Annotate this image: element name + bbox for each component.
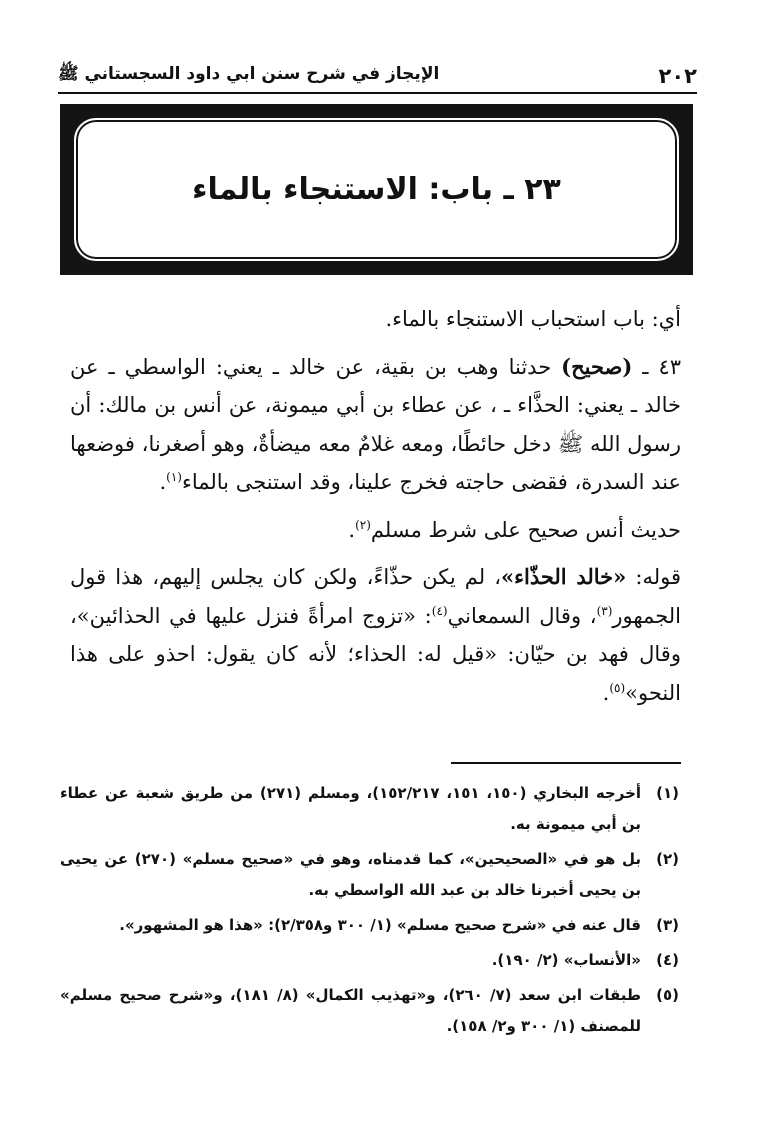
footnote-text: طبقات ابن سعد (٧/ ٢٦٠)، و«تهذيب الكمال» (٨/ ١٨١)، و«شرح صحيح مسلم» للمصنف (١/ ٣٠٠ و٢/ ١٥٨). — [60, 986, 642, 1035]
paragraph-hadith — [70, 348, 681, 502]
hadith-text: حدثنا وهب بن بقية، عن خالد ـ يعني: الواسطي ـ عن خالد ـ يعني: الحذَّاء ـ ، عن عطاء بن أبي ميمونة، عن أنس بن مالك: أن رسول الله ﷺ دخل حائطًا، ومعه غلامٌ معه ميضأةٌ، وهو أصغرنا، فوضعها عند السدرة، فقضى حاجته فخرج علينا، وقد استنجى بالماء — [70, 354, 681, 494]
chapter-title: ٢٣ ـ باب: الاستنجاء بالماء — [192, 172, 561, 207]
header-rule — [58, 92, 697, 94]
footnote-ref-3[interactable]: (٣) — [596, 603, 613, 618]
footnote-number: (٣) — [656, 916, 679, 934]
footnote-number: (١) — [656, 784, 679, 802]
commentary-end: . — [602, 680, 610, 705]
footnote-2 — [60, 844, 679, 906]
footnote-ref-2[interactable]: (٢) — [355, 517, 371, 532]
footnote-separator — [451, 762, 681, 764]
paragraph-explanation — [70, 300, 681, 339]
hadith-end: . — [159, 470, 167, 494]
book-title: الإيجاز في شرح سنن ابي داود السجستاني ﷺ — [58, 64, 440, 84]
footnote-text: أخرجه البخاري (١٥٠، ١٥١، ١٥٢/٢١٧)، ومسلم (٢٧١) من طريق شعبة عن عطاء بن أبي ميمونة به. — [60, 784, 642, 833]
commentary-term: «خالد الحذّاء» — [501, 564, 627, 589]
footnote-text: بل هو في «الصحيحين»، كما قدمناه، وهو في «صحيح مسلم» (٢٧٠) عن يحيى بن يحيى أخبرنا خالد بن عبد الله الواسطي به. — [60, 850, 641, 899]
footnote-ref-1[interactable]: (١) — [166, 470, 182, 484]
paragraph-commentary — [70, 558, 681, 712]
running-header — [58, 56, 697, 88]
footnote-text: «الأنساب» (٢/ ١٩٠). — [491, 951, 641, 969]
footnote-number: (٥) — [656, 986, 679, 1004]
footnote-number: (٤) — [656, 951, 679, 969]
commentary-text-2: ، وقال السمعاني — [447, 603, 597, 628]
main-text — [70, 300, 681, 721]
commentary-text-1: ، لم يكن حذّاءً، ولكن كان يجلس إليهم، هذا قول الجمهور — [70, 565, 681, 628]
paragraph-grading — [70, 511, 681, 550]
chapter-inner-box — [74, 118, 679, 261]
chapter-frame — [60, 104, 693, 275]
explanation-text: أي: باب استحباب الاستنجاء بالماء. — [385, 307, 681, 331]
footnote-ref-5[interactable]: (٥) — [609, 680, 626, 695]
footnote-3 — [60, 910, 679, 941]
footnote-text: قال عنه في «شرح صحيح مسلم» (١/ ٣٠٠ و٢/٣٥٨): «هذا هو المشهور». — [119, 916, 641, 934]
footnote-number: (٢) — [656, 850, 679, 868]
page-number: ٢٠٢ — [658, 64, 697, 88]
grading-end: . — [348, 517, 356, 542]
footnotes-section — [60, 778, 679, 1046]
footnote-ref-4[interactable]: (٤) — [431, 603, 448, 618]
commentary-lead: قوله: — [626, 565, 682, 589]
footnote-5 — [60, 980, 679, 1042]
hadith-number: ٤٣ ـ — [632, 354, 681, 379]
footnote-4 — [60, 945, 679, 976]
hadith-grade: (صحيح) — [561, 353, 633, 379]
footnote-1 — [60, 778, 679, 840]
commentary-text-3: : «تزوج امرأةً فنزل عليها في الحذائين»، وقال فهد بن حيّان: «قيل له: الحذاء؛ لأنه كان يقول: احذو على هذا النحو» — [70, 603, 681, 705]
grading-text: حديث أنس صحيح على شرط مسلم — [370, 517, 681, 542]
